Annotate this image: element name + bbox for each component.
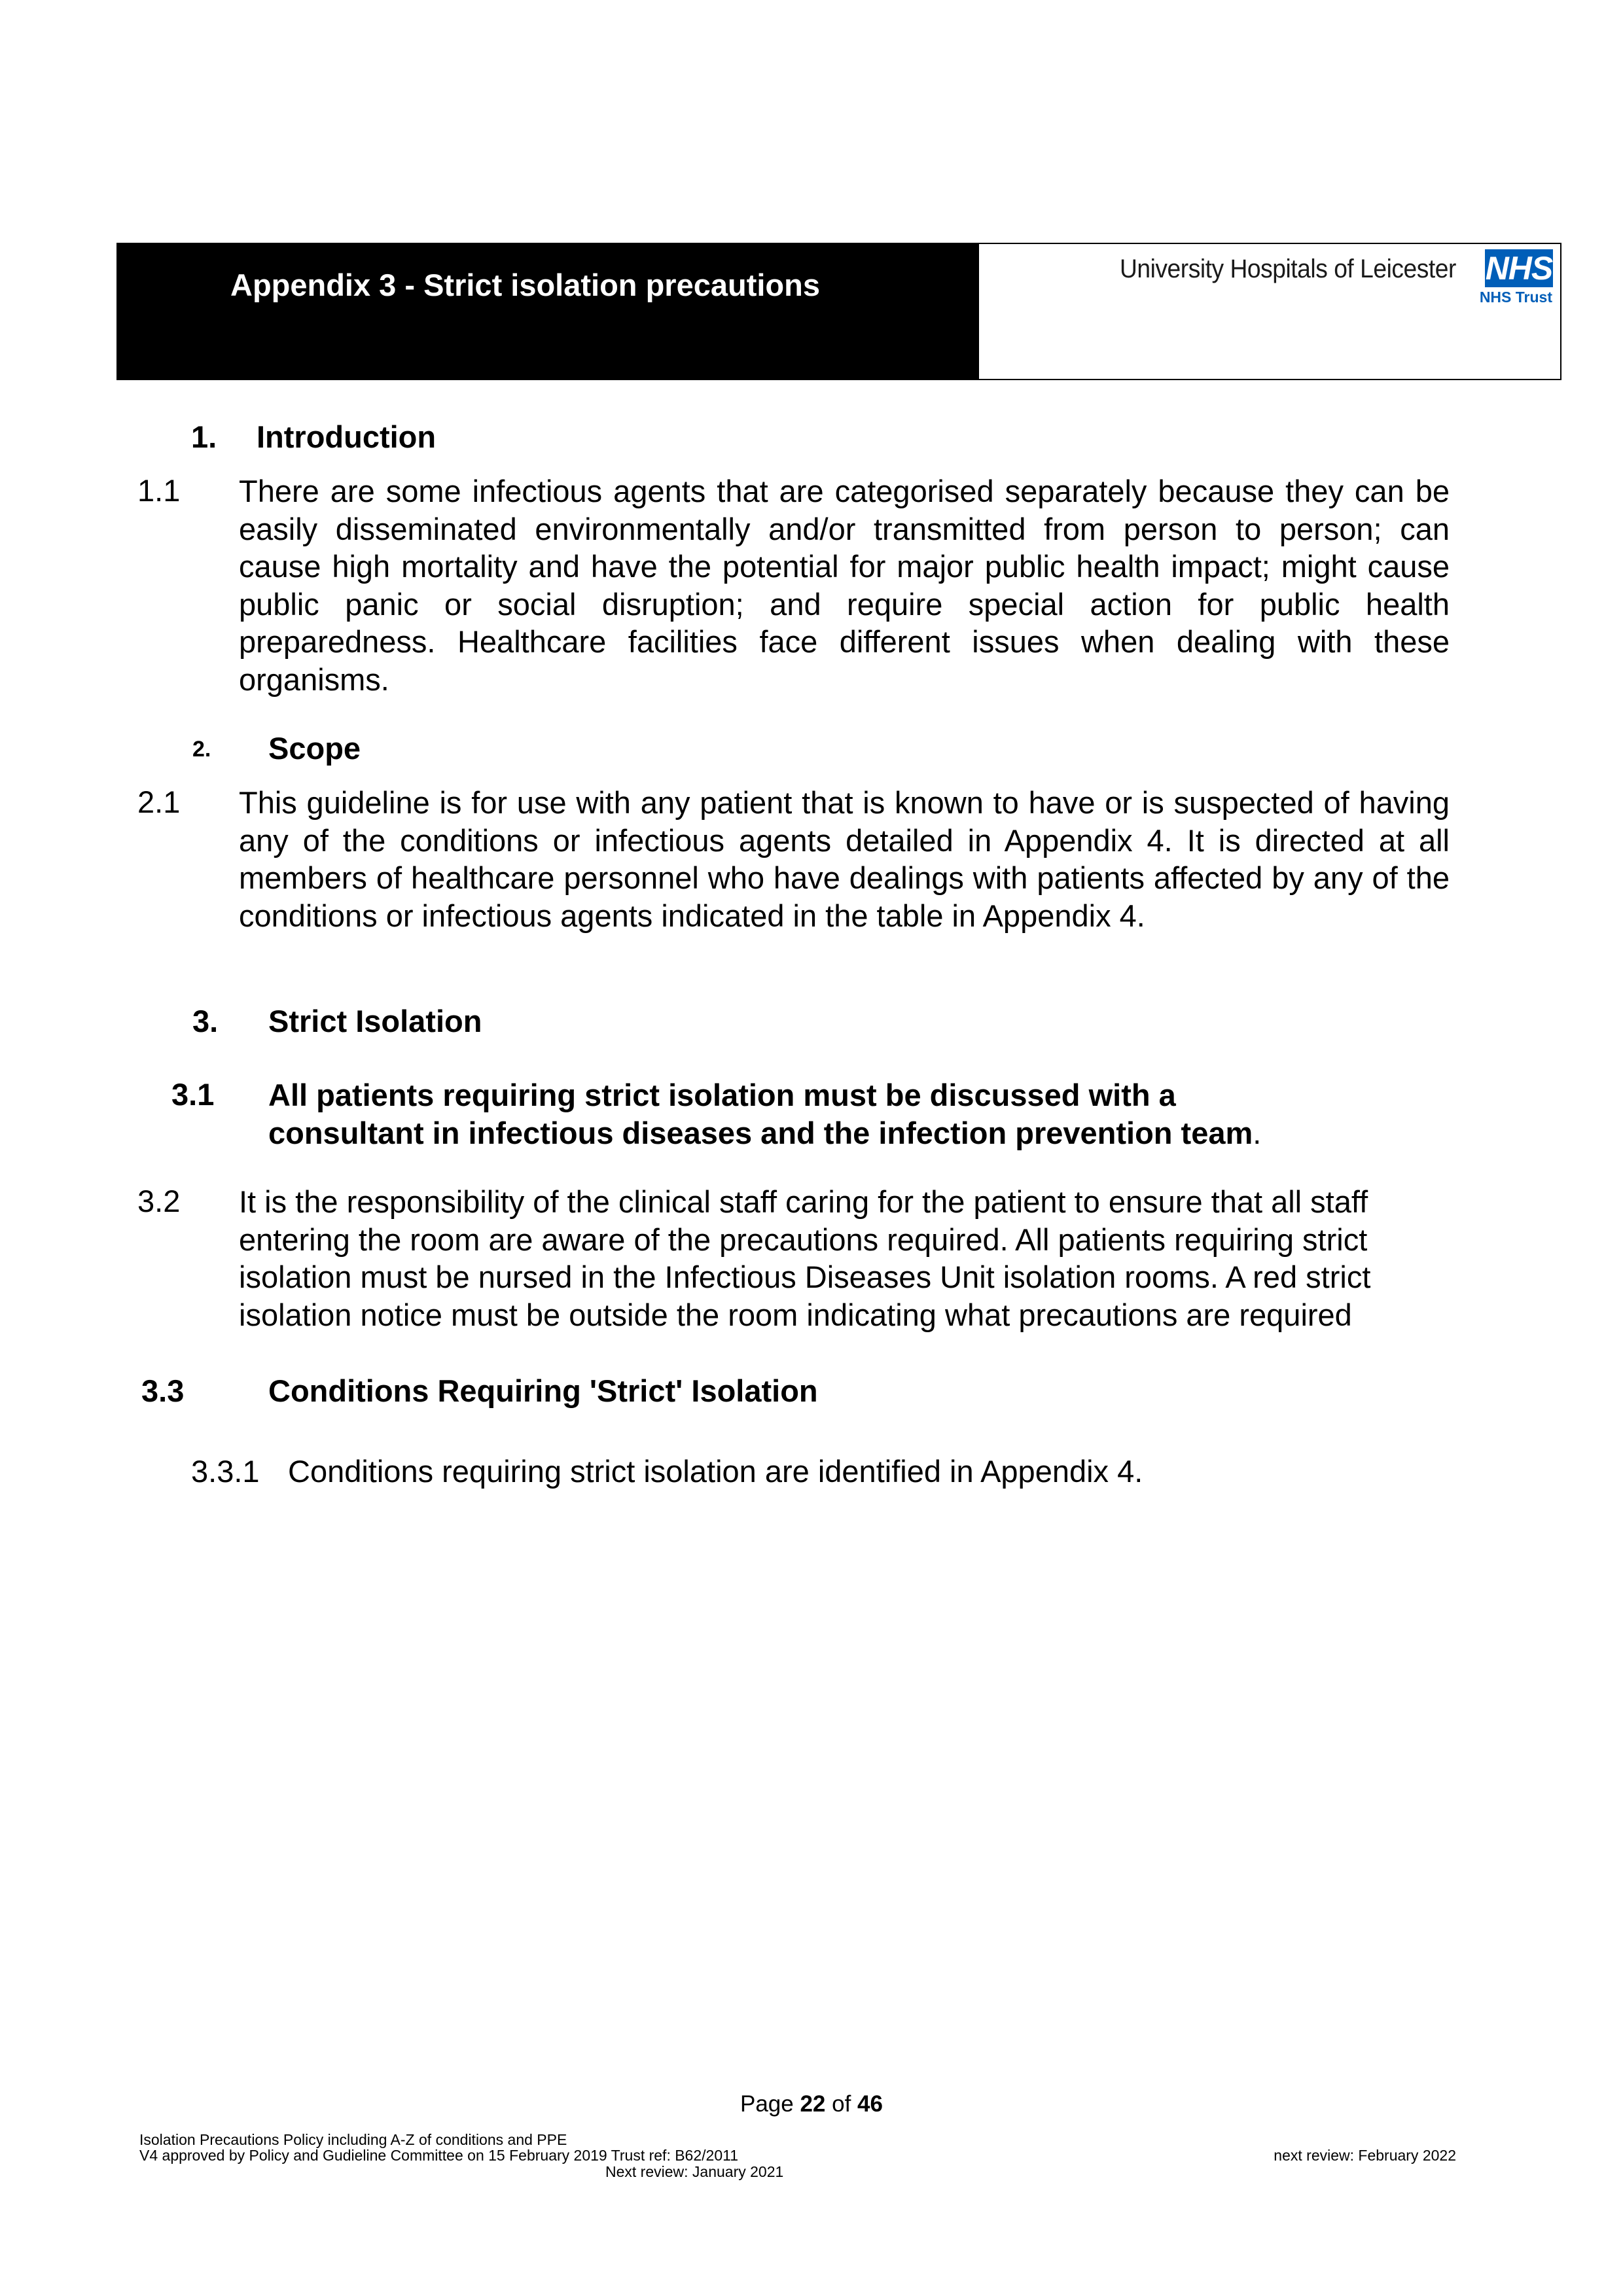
para-2-1-number: 2.1 [137,785,181,819]
para-2-1-text: This guideline is for use with any patient that is known to have or is suspected of having any of the conditions or infectious agents detailed in Appendix 4. It is directed at all members of healthcare personnel who have dealings with patients affected by any of the conditions or infectious agents indicated in the table in Appendix 4. [239,785,1450,933]
section-1-number: 1. [191,419,217,454]
para-3-3-1-number: 3.3.1 [191,1454,260,1489]
para-3-1-bold-text: All patients requiring strict isolation must be discussed with a consultant in infectious diseases and the infection prevention team [268,1078,1253,1150]
footer-next-review-center: Next review: January 2021 [605,2163,784,2180]
section-2-title: Scope [268,731,361,766]
para-3-1-text [268,1076,1315,1152]
page-current: 22 [800,2091,826,2117]
page-total: 46 [857,2091,883,2117]
para-3-1-end: . [1253,1115,1262,1150]
footer-policy-line: Isolation Precautions Policy including A-Z of conditions and PPE [139,2131,567,2148]
header-title-panel [118,244,979,379]
section-3-3-number: 3.3 [141,1373,185,1408]
trust-logo [979,244,1560,379]
para-3-3-1-text: Conditions requiring strict isolation are identified in Appendix 4. [288,1454,1143,1489]
trust-name: University Hospitals of Leicester [1120,255,1456,283]
section-3-number: 3. [192,1004,219,1038]
nhs-trust-label: NHS Trust [1479,289,1552,306]
para-1-1-number: 1.1 [137,473,181,508]
page-number [0,2091,1623,2117]
page-of: of [825,2091,858,2117]
footer-approval-line: V4 approved by Policy and Gudieline Committee on 15 February 2019 Trust ref: B62/2011 [139,2147,738,2164]
para-3-1-number: 3.1 [171,1077,215,1112]
para-1-1-text: There are some infectious agents that are categorised separately because they can be easily disseminated environmentally and/or transmitted from person to person; can cause high mortality and have the potential for major public health impact; might cause public panic or social disruption; and require special action for public health preparedness. Healthcare facilities face different issues when dealing with these organisms. [239,474,1450,697]
nhs-logo-icon: NHS [1485,250,1553,287]
document-header [116,243,1561,380]
para-3-2-text: It is the responsibility of the clinical staff caring for the patient to ensure that all staff entering the room are aware of the precautions required. All patients requiring strict isolation must be nursed in the Infectious Diseases Unit isolation rooms. A red strict isolation notice must be outside the room indicating what precautions are required [239,1184,1371,1332]
page-prefix: Page [740,2091,800,2117]
section-3-3-title: Conditions Requiring 'Strict' Isolation [268,1373,818,1408]
section-3-title: Strict Isolation [268,1004,482,1038]
appendix-title: Appendix 3 - Strict isolation precautions [230,268,820,302]
footer-next-review-right: next review: February 2022 [1274,2147,1456,2164]
para-3-2-number: 3.2 [137,1184,181,1218]
section-1-title: Introduction [257,419,437,454]
section-2-number: 2. [192,737,211,762]
